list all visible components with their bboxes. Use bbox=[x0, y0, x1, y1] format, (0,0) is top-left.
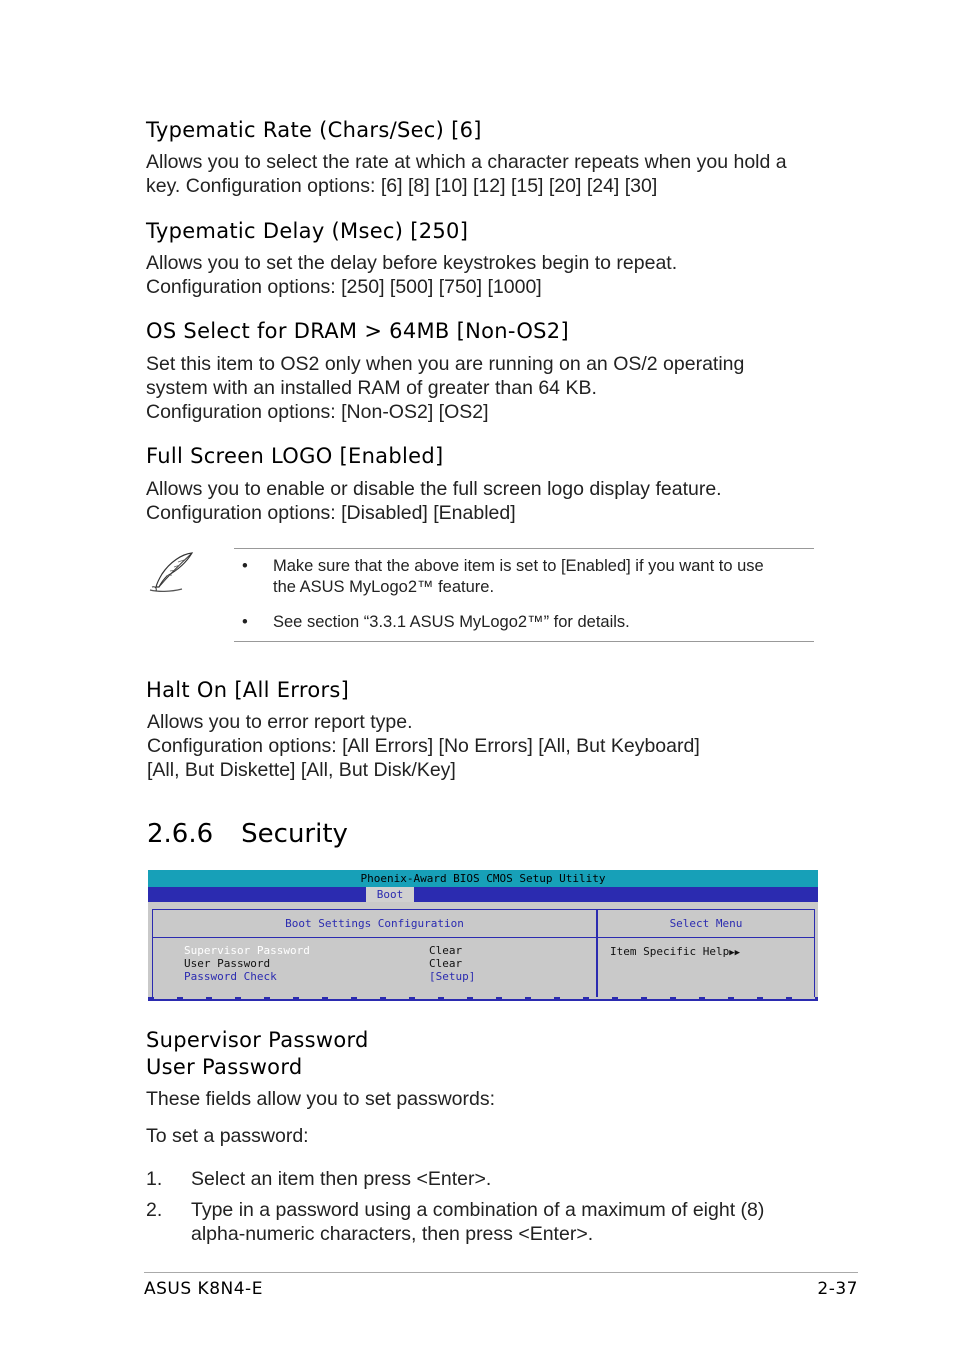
step-line: alpha-numeric characters, then press <Enter>. bbox=[191, 1223, 594, 1245]
note-line: the ASUS MyLogo2™ feature. bbox=[273, 578, 495, 596]
user-password-value: Clear bbox=[429, 957, 463, 970]
bios-side-pane bbox=[597, 909, 815, 999]
main-pane-header: Boot Settings Configuration bbox=[153, 910, 596, 938]
text-line: key. Configuration options: [6] [8] [10] [12] [15] [20] [24] [30] bbox=[146, 175, 658, 197]
step-item bbox=[146, 1167, 826, 1191]
note-line: See section “3.3.1 ASUS MyLogo2™” for details. bbox=[273, 613, 630, 631]
password-steps bbox=[146, 1167, 826, 1253]
text-line: system with an installed RAM of greater than 64 KB. bbox=[146, 377, 597, 399]
heading-typematic-delay: Typematic Delay (Msec) [250] bbox=[146, 219, 469, 243]
heading-user-password: User Password bbox=[146, 1055, 303, 1079]
text-line: Configuration options: [250] [500] [750] [1000] bbox=[146, 276, 542, 298]
step-item bbox=[146, 1198, 826, 1246]
halt-on-text bbox=[147, 710, 700, 782]
bios-screenshot bbox=[148, 870, 818, 1001]
typematic-delay-text bbox=[146, 251, 677, 299]
full-screen-logo-text bbox=[146, 477, 722, 525]
feather-pen-icon bbox=[148, 550, 198, 594]
note-bottom-rule bbox=[234, 641, 814, 642]
text-line: Allows you to set the delay before keystrokes begin to repeat. bbox=[146, 252, 678, 274]
text-line: Configuration options: [Disabled] [Enabled] bbox=[146, 502, 516, 524]
section-name: Security bbox=[241, 819, 348, 849]
bullet: • bbox=[242, 613, 248, 631]
side-pane-header: Select Menu bbox=[598, 910, 814, 938]
text-line: Configuration options: [All Errors] [No Errors] [All, But Keyboard] bbox=[147, 735, 700, 757]
help-label: Item Specific Help bbox=[610, 945, 730, 958]
note-line: Make sure that the above item is set to [Enabled] if you want to use bbox=[273, 557, 764, 575]
step-line: Type in a password using a combination of a maximum of eight (8) bbox=[191, 1199, 765, 1221]
heading-os-select: OS Select for DRAM > 64MB [Non-OS2] bbox=[146, 319, 569, 343]
section-title bbox=[147, 819, 348, 849]
os-select-text bbox=[146, 352, 744, 424]
footer-product: ASUS K8N4-E bbox=[144, 1279, 263, 1299]
double-arrow-icon: ▶▶ bbox=[729, 948, 741, 958]
footer-rule bbox=[144, 1272, 858, 1273]
heading-supervisor-password: Supervisor Password bbox=[146, 1028, 369, 1052]
heading-typematic-rate: Typematic Rate (Chars/Sec) [6] bbox=[146, 118, 482, 142]
password-check-value[interactable]: [Setup] bbox=[429, 970, 476, 983]
passwords-intro: These fields allow you to set passwords: bbox=[146, 1088, 496, 1110]
section-number: 2.6.6 bbox=[147, 819, 214, 849]
typematic-rate-text bbox=[146, 150, 787, 198]
step-line: Select an item then press <Enter>. bbox=[191, 1168, 492, 1190]
text-line: [All, But Diskette] [All, But Disk/Key] bbox=[147, 759, 456, 781]
text-line: Allows you to enable or disable the full screen logo display feature. bbox=[146, 478, 722, 500]
bios-main-pane bbox=[152, 909, 597, 999]
tab-boot[interactable]: Boot bbox=[366, 887, 414, 902]
supervisor-password-value: Clear bbox=[429, 944, 463, 957]
text-line: Allows you to error report type. bbox=[147, 711, 413, 733]
note-item bbox=[234, 556, 814, 598]
note-item bbox=[234, 612, 814, 633]
item-user-password[interactable]: User Password bbox=[184, 957, 271, 970]
heading-full-screen-logo: Full Screen LOGO [Enabled] bbox=[146, 444, 444, 468]
bullet: • bbox=[242, 557, 248, 575]
text-line: Configuration options: [Non-OS2] [OS2] bbox=[146, 401, 489, 423]
step-number: 1. bbox=[146, 1168, 163, 1190]
bios-menu-bar bbox=[148, 887, 818, 902]
item-specific-help bbox=[610, 945, 740, 960]
note-top-rule bbox=[234, 548, 814, 549]
bios-bottom-line bbox=[148, 999, 818, 1001]
step-number: 2. bbox=[146, 1199, 163, 1221]
item-password-check[interactable]: Password Check bbox=[184, 970, 277, 983]
text-line: Set this item to OS2 only when you are running on an OS/2 operating bbox=[146, 353, 745, 375]
heading-halt-on: Halt On [All Errors] bbox=[146, 678, 350, 702]
text-line: Allows you to select the rate at which a character repeats when you hold a bbox=[146, 151, 787, 173]
note-list bbox=[234, 556, 814, 647]
passwords-subintro: To set a password: bbox=[146, 1125, 309, 1147]
item-supervisor-password[interactable]: Supervisor Password bbox=[184, 944, 310, 957]
note-box bbox=[148, 548, 818, 644]
footer-page-number: 2-37 bbox=[817, 1279, 858, 1299]
bios-title-bar: Phoenix-Award BIOS CMOS Setup Utility bbox=[148, 870, 818, 887]
